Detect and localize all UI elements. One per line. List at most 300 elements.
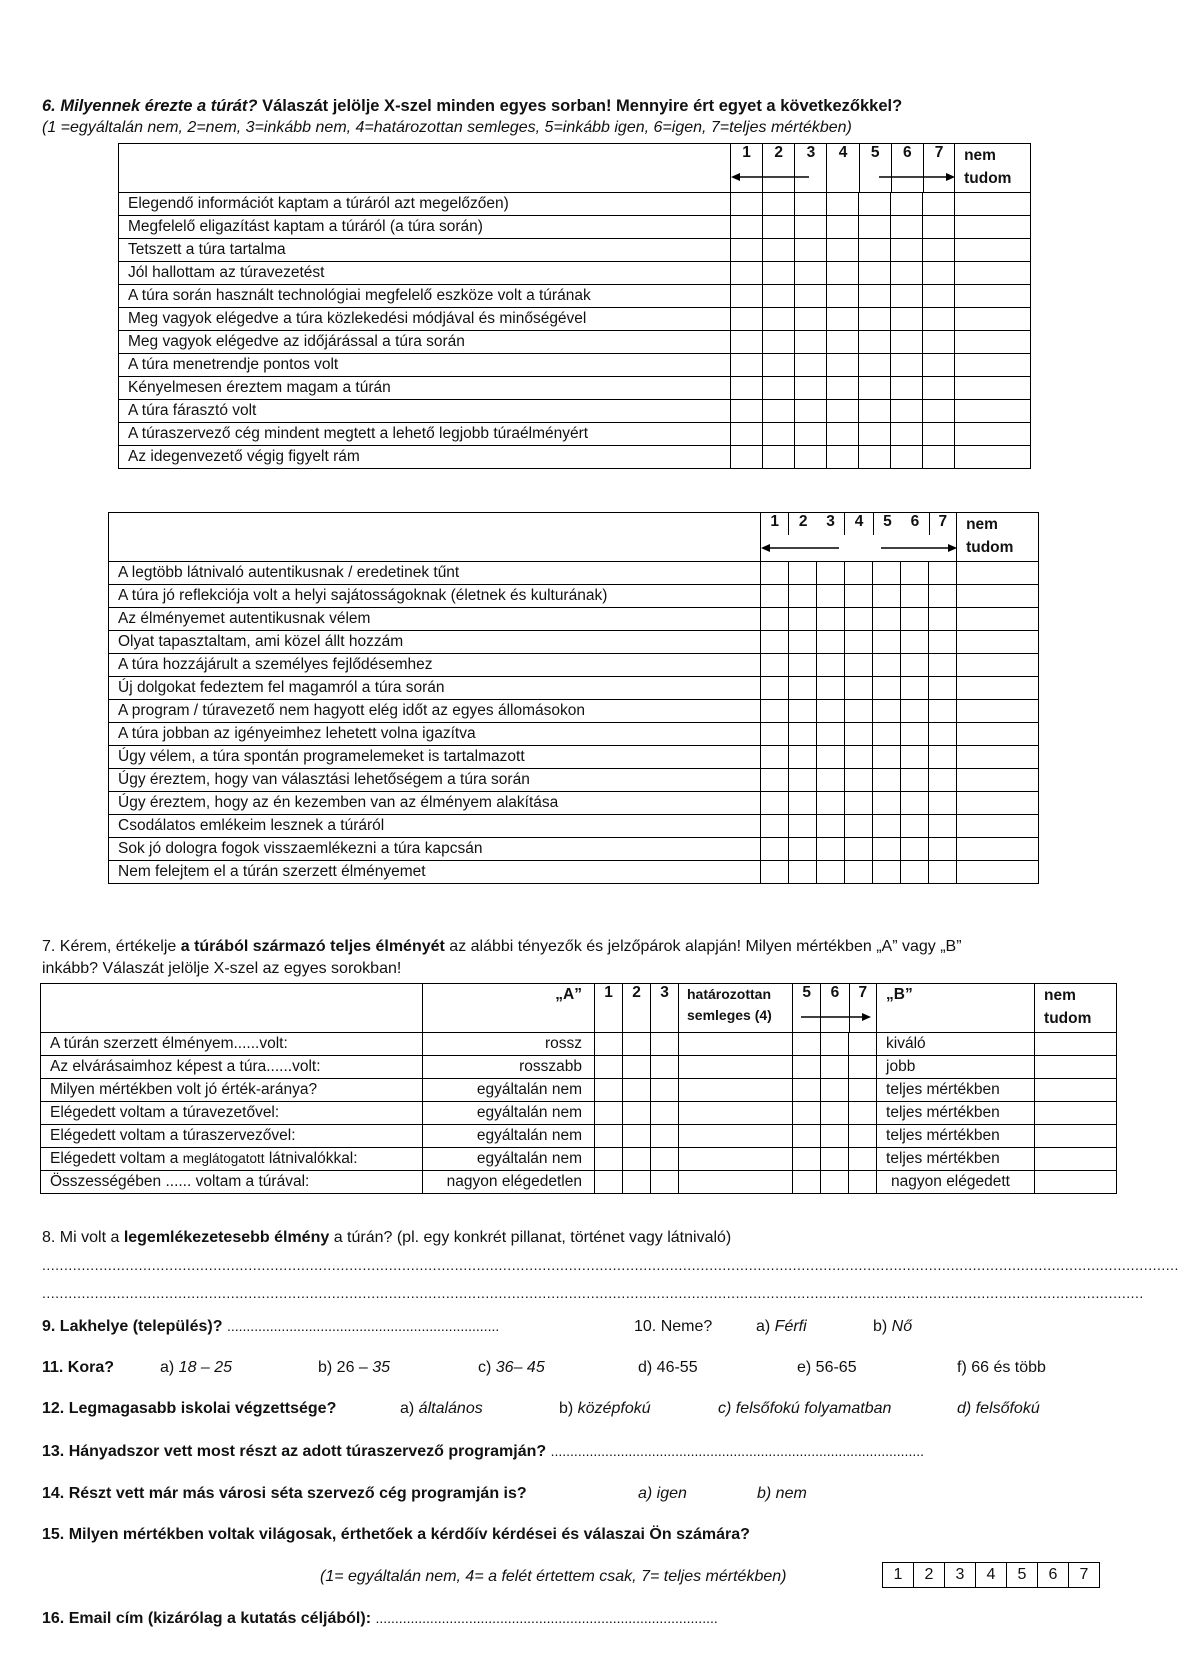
q6-t2-answer-cell-nem-tudom[interactable] [957, 769, 1039, 792]
q6-t1-answer-cell-6[interactable] [891, 216, 923, 239]
q7-answer-cell-3[interactable] [651, 1033, 679, 1056]
q6-t1-answer-cell-6[interactable] [891, 193, 923, 216]
q6-t2-answer-cell-7[interactable] [929, 792, 957, 815]
q7-answer-cell-nem-tudom[interactable] [1035, 1056, 1117, 1079]
q6-t1-answer-cell-nem-tudom[interactable] [955, 400, 1031, 423]
q6-t2-answer-cell-4[interactable] [845, 654, 873, 677]
q7-answer-cell-2[interactable] [623, 1102, 651, 1125]
q6-t1-answer-cell-3[interactable] [795, 216, 827, 239]
q6-t1-answer-cell-4[interactable] [827, 308, 859, 331]
q7-answer-cell-3[interactable] [651, 1102, 679, 1125]
q6-t2-answer-cell-nem-tudom[interactable] [957, 700, 1039, 723]
q7-answer-cell-5[interactable] [793, 1033, 821, 1056]
q6-t2-answer-cell-1[interactable] [761, 769, 789, 792]
q7-answer-cell-1[interactable] [595, 1102, 623, 1125]
q6-t2-answer-cell-6[interactable] [901, 769, 929, 792]
q6-t1-answer-cell-5[interactable] [859, 193, 891, 216]
q13-answer-line[interactable]: ................................................................................................ [550, 1443, 924, 1459]
q14-option-b[interactable]: b) nem [757, 1485, 807, 1502]
q7-head-blank [41, 984, 423, 1033]
q6-t2-answer-cell-6[interactable] [901, 677, 929, 700]
q6-t1-answer-cell-6[interactable] [891, 423, 923, 446]
q6-t1-answer-cell-4[interactable] [827, 446, 859, 469]
q7-answer-cell-3[interactable] [651, 1056, 679, 1079]
q7-answer-cell-5[interactable] [793, 1171, 821, 1194]
q6-t1-answer-cell-1[interactable] [731, 216, 763, 239]
q6-t1-answer-cell-1[interactable] [731, 262, 763, 285]
q6-t2-answer-cell-1[interactable] [761, 677, 789, 700]
q6-t2-answer-cell-7[interactable] [929, 723, 957, 746]
q6-t1-answer-cell-6[interactable] [891, 377, 923, 400]
q7-answer-cell-4[interactable] [679, 1125, 793, 1148]
q6-t2-answer-cell-2[interactable] [789, 861, 817, 884]
q6-t2-answer-cell-3[interactable] [817, 861, 845, 884]
q7-answer-cell-4[interactable] [679, 1171, 793, 1194]
q6-t1-answer-cell-nem-tudom[interactable] [955, 423, 1031, 446]
q6-t1-item-label: Meg vagyok elégedve a túra közlekedési módjával és minőségével [119, 308, 731, 331]
q15-scale-7[interactable]: 7 [1069, 1563, 1100, 1588]
q6-t2-answer-cell-nem-tudom[interactable] [957, 654, 1039, 677]
q16-answer-line[interactable]: ........................................................................................ [375, 1610, 718, 1626]
q6-t2-answer-cell-7[interactable] [929, 815, 957, 838]
q6-t2-answer-cell-5[interactable] [873, 723, 901, 746]
q6-t2-answer-cell-2[interactable] [789, 723, 817, 746]
q11-option-d[interactable]: d) 46-55 [638, 1359, 698, 1376]
q6-t2-answer-cell-5[interactable] [873, 769, 901, 792]
q6-t1-answer-cell-3[interactable] [795, 331, 827, 354]
q6-t2-answer-cell-2[interactable] [789, 562, 817, 585]
q8-answer-line-2[interactable]: ........................................................................................................................................................................................................................................................... [42, 1285, 1144, 1301]
q6-t1-answer-cell-1[interactable] [731, 193, 763, 216]
q6-t2-answer-cell-6[interactable] [901, 838, 929, 861]
q6-t1-answer-cell-2[interactable] [763, 446, 795, 469]
q6-t2-answer-cell-2[interactable] [789, 631, 817, 654]
q6-t2-answer-cell-nem-tudom[interactable] [957, 562, 1039, 585]
q6-t2-answer-cell-nem-tudom[interactable] [957, 608, 1039, 631]
q6-t1-answer-cell-nem-tudom[interactable] [955, 308, 1031, 331]
q6-t2-answer-cell-nem-tudom[interactable] [957, 723, 1039, 746]
q6-t1-answer-cell-7[interactable] [923, 216, 955, 239]
q6-t1-answer-cell-nem-tudom[interactable] [955, 331, 1031, 354]
q6-t2-answer-cell-3[interactable] [817, 700, 845, 723]
q6-t1-answer-cell-6[interactable] [891, 400, 923, 423]
q15-scale-6[interactable]: 6 [1038, 1563, 1069, 1588]
q6-t1-answer-cell-7[interactable] [923, 285, 955, 308]
q6-t1-answer-cell-4[interactable] [827, 216, 859, 239]
q6-t1-answer-cell-2[interactable] [763, 331, 795, 354]
q6-t1-answer-cell-6[interactable] [891, 239, 923, 262]
q6-t1-answer-cell-2[interactable] [763, 377, 795, 400]
q6-t1-answer-cell-1[interactable] [731, 400, 763, 423]
q6-t1-answer-cell-2[interactable] [763, 285, 795, 308]
q11-option-a[interactable]: a) 18 – 25 [160, 1359, 233, 1376]
q6-t2-answer-cell-4[interactable] [845, 861, 873, 884]
q7-answer-cell-2[interactable] [623, 1171, 651, 1194]
q6-t2-answer-cell-5[interactable] [873, 861, 901, 884]
q6-t2-answer-cell-7[interactable] [929, 700, 957, 723]
q7-pole-b: teljes mértékben [877, 1125, 1035, 1148]
q6-t1-answer-cell-6[interactable] [891, 285, 923, 308]
q7-answer-cell-7[interactable] [849, 1056, 877, 1079]
q6-t2-answer-cell-4[interactable] [845, 815, 873, 838]
q6-t2-answer-cell-3[interactable] [817, 654, 845, 677]
q7-answer-cell-nem-tudom[interactable] [1035, 1102, 1117, 1125]
q6-t1-answer-cell-5[interactable] [859, 239, 891, 262]
q6-t1-answer-cell-2[interactable] [763, 239, 795, 262]
q6-t1-answer-cell-5[interactable] [859, 354, 891, 377]
q6-t1-answer-cell-1[interactable] [731, 308, 763, 331]
q15-scale-2[interactable]: 2 [914, 1563, 945, 1588]
q6-t1-answer-cell-1[interactable] [731, 423, 763, 446]
q12-option-c[interactable]: c) felsőfokú folyamatban [718, 1400, 892, 1417]
q6-t1-item-label: Az idegenvezető végig figyelt rám [119, 446, 731, 469]
q6-t1-answer-cell-6[interactable] [891, 308, 923, 331]
q6-t2-answer-cell-3[interactable] [817, 677, 845, 700]
q7-pole-a: egyáltalán nem [423, 1148, 595, 1171]
q6-t1-answer-cell-1[interactable] [731, 354, 763, 377]
q6-t2-answer-cell-3[interactable] [817, 769, 845, 792]
q6-t1-answer-cell-7[interactable] [923, 262, 955, 285]
q6-t2-answer-cell-3[interactable] [817, 815, 845, 838]
q6-t1-answer-cell-6[interactable] [891, 262, 923, 285]
q7-answer-cell-1[interactable] [595, 1171, 623, 1194]
q6-t1-answer-cell-3[interactable] [795, 285, 827, 308]
q7-answer-cell-nem-tudom[interactable] [1035, 1148, 1117, 1171]
q6-t2-answer-cell-1[interactable] [761, 723, 789, 746]
q6-t2-answer-cell-nem-tudom[interactable] [957, 677, 1039, 700]
q6-t1-answer-cell-4[interactable] [827, 285, 859, 308]
q7-answer-cell-6[interactable] [821, 1125, 849, 1148]
q6-t2-answer-cell-2[interactable] [789, 769, 817, 792]
q7-answer-cell-6[interactable] [821, 1171, 849, 1194]
q6-t1-answer-cell-4[interactable] [827, 262, 859, 285]
q6-t2-answer-cell-nem-tudom[interactable] [957, 815, 1039, 838]
q6-t2-answer-cell-6[interactable] [901, 861, 929, 884]
q6-t1-answer-cell-6[interactable] [891, 331, 923, 354]
q6-t2-answer-cell-4[interactable] [845, 769, 873, 792]
q7-answer-cell-7[interactable] [849, 1079, 877, 1102]
q7-answer-cell-7[interactable] [849, 1171, 877, 1194]
q6-t2-answer-cell-6[interactable] [901, 723, 929, 746]
q6-t1-answer-cell-2[interactable] [763, 308, 795, 331]
q9-answer-line[interactable]: ...................................................................... [226, 1318, 500, 1334]
q6-t1-answer-cell-4[interactable] [827, 377, 859, 400]
q7-answer-cell-7[interactable] [849, 1125, 877, 1148]
q6-t1-answer-cell-1[interactable] [731, 239, 763, 262]
q6-t2-answer-cell-2[interactable] [789, 585, 817, 608]
q7-answer-cell-nem-tudom[interactable] [1035, 1171, 1117, 1194]
q6-t1-answer-cell-2[interactable] [763, 423, 795, 446]
q6-t2-answer-cell-1[interactable] [761, 838, 789, 861]
q6-t2-answer-cell-2[interactable] [789, 654, 817, 677]
q12-option-a[interactable]: a) általános [400, 1400, 483, 1417]
q7-answer-cell-6[interactable] [821, 1033, 849, 1056]
q6-t2-answer-cell-5[interactable] [873, 562, 901, 585]
q10-option-a[interactable]: a) Férfi [756, 1318, 807, 1335]
q6-t2-answer-cell-6[interactable] [901, 792, 929, 815]
q6-t1-answer-cell-3[interactable] [795, 446, 827, 469]
q6-t1-answer-cell-6[interactable] [891, 446, 923, 469]
q6-t2-answer-cell-1[interactable] [761, 861, 789, 884]
q6-t2-answer-cell-5[interactable] [873, 792, 901, 815]
q6-t1-answer-cell-5[interactable] [859, 446, 891, 469]
q6-t2-answer-cell-4[interactable] [845, 562, 873, 585]
q6-t2-answer-cell-6[interactable] [901, 631, 929, 654]
q7-answer-cell-1[interactable] [595, 1033, 623, 1056]
q6-t1-answer-cell-3[interactable] [795, 262, 827, 285]
q6-t1-answer-cell-1[interactable] [731, 285, 763, 308]
q6-t1-answer-cell-nem-tudom[interactable] [955, 262, 1031, 285]
q6-t2-answer-cell-3[interactable] [817, 608, 845, 631]
q6-t2-answer-cell-nem-tudom[interactable] [957, 838, 1039, 861]
q6-t1-answer-cell-7[interactable] [923, 354, 955, 377]
q6-t2-answer-cell-1[interactable] [761, 631, 789, 654]
q6-t1-answer-cell-4[interactable] [827, 239, 859, 262]
q7-answer-cell-3[interactable] [651, 1171, 679, 1194]
q6-t2-answer-cell-7[interactable] [929, 562, 957, 585]
q6-t2-answer-cell-nem-tudom[interactable] [957, 861, 1039, 884]
q6-t1-answer-cell-7[interactable] [923, 446, 955, 469]
q6-t2-answer-cell-2[interactable] [789, 700, 817, 723]
q6-t2-answer-cell-6[interactable] [901, 562, 929, 585]
q6-t1-answer-cell-7[interactable] [923, 239, 955, 262]
q6-t1-answer-cell-nem-tudom[interactable] [955, 354, 1031, 377]
q6-t2-answer-cell-nem-tudom[interactable] [957, 746, 1039, 769]
q15-scale-1[interactable]: 1 [883, 1563, 914, 1588]
q6-t1-answer-cell-7[interactable] [923, 331, 955, 354]
q7-answer-cell-nem-tudom[interactable] [1035, 1079, 1117, 1102]
q7-answer-cell-4[interactable] [679, 1056, 793, 1079]
q6-t1-answer-cell-5[interactable] [859, 216, 891, 239]
q7-answer-cell-5[interactable] [793, 1102, 821, 1125]
q6-t1-item-label: Meg vagyok elégedve az időjárással a túra során [119, 331, 731, 354]
q6-t2-answer-cell-4[interactable] [845, 792, 873, 815]
q6-t2-answer-cell-1[interactable] [761, 608, 789, 631]
q11-option-f[interactable]: f) 66 és több [957, 1359, 1046, 1376]
q6-t2-answer-cell-7[interactable] [929, 838, 957, 861]
q6-t1-answer-cell-3[interactable] [795, 239, 827, 262]
q7-answer-cell-4[interactable] [679, 1079, 793, 1102]
q6-t2-answer-cell-2[interactable] [789, 677, 817, 700]
q6-t1-answer-cell-2[interactable] [763, 193, 795, 216]
q12-option-b[interactable]: b) középfokú [559, 1400, 651, 1417]
q7-answer-cell-1[interactable] [595, 1056, 623, 1079]
q6-t2-answer-cell-2[interactable] [789, 838, 817, 861]
q6-t2-answer-cell-4[interactable] [845, 700, 873, 723]
q6-t2-answer-cell-5[interactable] [873, 608, 901, 631]
q7-answer-cell-2[interactable] [623, 1125, 651, 1148]
q6-t2-answer-cell-6[interactable] [901, 654, 929, 677]
q6-t1-answer-cell-3[interactable] [795, 423, 827, 446]
q11-option-e[interactable]: e) 56-65 [797, 1359, 857, 1376]
q6-t2-answer-cell-4[interactable] [845, 746, 873, 769]
q6-t2-answer-cell-2[interactable] [789, 792, 817, 815]
q11-option-c[interactable]: c) 36– 45 [478, 1359, 545, 1376]
q6-t2-answer-cell-5[interactable] [873, 838, 901, 861]
q7-answer-cell-2[interactable] [623, 1033, 651, 1056]
q6-t2-answer-cell-1[interactable] [761, 700, 789, 723]
q6-t2-answer-cell-7[interactable] [929, 608, 957, 631]
q6-t2-answer-cell-7[interactable] [929, 769, 957, 792]
q6-t2-answer-cell-7[interactable] [929, 677, 957, 700]
q7-answer-cell-4[interactable] [679, 1033, 793, 1056]
q6-t2-answer-cell-1[interactable] [761, 815, 789, 838]
q7-answer-cell-7[interactable] [849, 1102, 877, 1125]
q6-t1-answer-cell-3[interactable] [795, 193, 827, 216]
q6-t2-answer-cell-3[interactable] [817, 585, 845, 608]
q6-t1-answer-cell-7[interactable] [923, 308, 955, 331]
q6-t2-answer-cell-7[interactable] [929, 654, 957, 677]
q6-t2-answer-cell-3[interactable] [817, 631, 845, 654]
q6-t2-answer-cell-1[interactable] [761, 585, 789, 608]
q6-t1-answer-cell-1[interactable] [731, 331, 763, 354]
q7-answer-cell-6[interactable] [821, 1102, 849, 1125]
q6-t1-answer-cell-nem-tudom[interactable] [955, 239, 1031, 262]
q7-answer-cell-4[interactable] [679, 1102, 793, 1125]
q7-answer-cell-1[interactable] [595, 1079, 623, 1102]
q6-t2-answer-cell-1[interactable] [761, 746, 789, 769]
q6-t2-answer-cell-1[interactable] [761, 792, 789, 815]
q6-t2-answer-cell-4[interactable] [845, 585, 873, 608]
q6-t1-answer-cell-2[interactable] [763, 262, 795, 285]
q6-t2-answer-cell-4[interactable] [845, 838, 873, 861]
q6-t2-answer-cell-3[interactable] [817, 562, 845, 585]
q6-t2-answer-cell-7[interactable] [929, 746, 957, 769]
q6-t1-answer-cell-5[interactable] [859, 377, 891, 400]
q6-t2-answer-cell-4[interactable] [845, 677, 873, 700]
q6-t1-answer-cell-3[interactable] [795, 400, 827, 423]
q6-t1-answer-cell-nem-tudom[interactable] [955, 216, 1031, 239]
q7-answer-cell-2[interactable] [623, 1056, 651, 1079]
q7-answer-cell-4[interactable] [679, 1148, 793, 1171]
q6-t2-answer-cell-4[interactable] [845, 723, 873, 746]
q6-t1-answer-cell-5[interactable] [859, 262, 891, 285]
q6-t2-answer-cell-5[interactable] [873, 815, 901, 838]
q6-t1-answer-cell-3[interactable] [795, 308, 827, 331]
q11-option-b[interactable]: b) 26 – 35 [318, 1359, 391, 1376]
q6-t2-answer-cell-5[interactable] [873, 654, 901, 677]
q6-t2-answer-cell-5[interactable] [873, 700, 901, 723]
q6-t1-answer-cell-nem-tudom[interactable] [955, 193, 1031, 216]
q6-t1-item-label: Megfelelő eligazítást kaptam a túráról (a túra során) [119, 216, 731, 239]
q6-t2-answer-cell-6[interactable] [901, 608, 929, 631]
q14-option-a[interactable]: a) igen [638, 1485, 687, 1502]
q6-t2-answer-cell-5[interactable] [873, 677, 901, 700]
q7-answer-cell-2[interactable] [623, 1079, 651, 1102]
q6-t1-answer-cell-4[interactable] [827, 400, 859, 423]
q12-option-d[interactable]: d) felsőfokú [957, 1400, 1040, 1417]
q6-t1-answer-cell-5[interactable] [859, 423, 891, 446]
q6-t2-answer-cell-1[interactable] [761, 654, 789, 677]
q8-answer-line-1[interactable]: ................................................................................................................................................................................................................................................................... [42, 1257, 1179, 1273]
q6-t1-answer-cell-4[interactable] [827, 423, 859, 446]
q7-answer-cell-1[interactable] [595, 1125, 623, 1148]
q7-answer-cell-nem-tudom[interactable] [1035, 1033, 1117, 1056]
q7-answer-cell-7[interactable] [849, 1033, 877, 1056]
q7-answer-cell-7[interactable] [849, 1148, 877, 1171]
q6-t2-answer-cell-5[interactable] [873, 585, 901, 608]
q6-t1-answer-cell-2[interactable] [763, 400, 795, 423]
q6-t1-answer-cell-7[interactable] [923, 400, 955, 423]
q7-answer-cell-3[interactable] [651, 1079, 679, 1102]
q6-t1-answer-cell-1[interactable] [731, 377, 763, 400]
q6-t1-answer-cell-7[interactable] [923, 193, 955, 216]
q6-t1-answer-cell-2[interactable] [763, 216, 795, 239]
q7-answer-cell-5[interactable] [793, 1056, 821, 1079]
q6-t1-answer-cell-5[interactable] [859, 308, 891, 331]
q6-t2-answer-cell-2[interactable] [789, 815, 817, 838]
q6-t2-answer-cell-4[interactable] [845, 631, 873, 654]
q7-head-1: 1 [595, 984, 623, 1033]
q6-t1-answer-cell-2[interactable] [763, 354, 795, 377]
q6-t1-answer-cell-4[interactable] [827, 331, 859, 354]
q6-t1-answer-cell-6[interactable] [891, 354, 923, 377]
q7-answer-cell-6[interactable] [821, 1056, 849, 1079]
q7-answer-cell-5[interactable] [793, 1125, 821, 1148]
q7-answer-cell-nem-tudom[interactable] [1035, 1125, 1117, 1148]
q15-scale-3[interactable]: 3 [945, 1563, 976, 1588]
q6-t1-answer-cell-1[interactable] [731, 446, 763, 469]
q6-t1-answer-cell-7[interactable] [923, 377, 955, 400]
q6-t1-answer-cell-3[interactable] [795, 377, 827, 400]
q10-option-b[interactable]: b) Nő [873, 1318, 913, 1335]
q6-t2-answer-cell-3[interactable] [817, 746, 845, 769]
q6-t1-answer-cell-5[interactable] [859, 331, 891, 354]
q7-answer-cell-5[interactable] [793, 1148, 821, 1171]
q6-t2-answer-cell-7[interactable] [929, 861, 957, 884]
q15-scale-4[interactable]: 4 [976, 1563, 1007, 1588]
q7-answer-cell-6[interactable] [821, 1148, 849, 1171]
q7-answer-cell-5[interactable] [793, 1079, 821, 1102]
q7-answer-cell-3[interactable] [651, 1148, 679, 1171]
q6-t1-answer-cell-4[interactable] [827, 354, 859, 377]
q6-t2-answer-cell-5[interactable] [873, 746, 901, 769]
q6-t2-answer-cell-6[interactable] [901, 585, 929, 608]
q6-t1-answer-cell-3[interactable] [795, 354, 827, 377]
q6-t2-answer-cell-3[interactable] [817, 792, 845, 815]
q6-t1-answer-cell-7[interactable] [923, 423, 955, 446]
q6-t2-answer-cell-nem-tudom[interactable] [957, 631, 1039, 654]
q15-scale-5[interactable]: 5 [1007, 1563, 1038, 1588]
q7-answer-cell-2[interactable] [623, 1148, 651, 1171]
q7-answer-cell-6[interactable] [821, 1079, 849, 1102]
q6-t1-answer-cell-5[interactable] [859, 285, 891, 308]
q7-answer-cell-3[interactable] [651, 1125, 679, 1148]
q6-t2-answer-cell-5[interactable] [873, 631, 901, 654]
q6-t2-answer-cell-2[interactable] [789, 608, 817, 631]
q6-t2-answer-cell-6[interactable] [901, 700, 929, 723]
q6-t1-answer-cell-nem-tudom[interactable] [955, 285, 1031, 308]
q6-t2-answer-cell-7[interactable] [929, 585, 957, 608]
q6-t2-answer-cell-nem-tudom[interactable] [957, 585, 1039, 608]
q6-t2-answer-cell-1[interactable] [761, 562, 789, 585]
q6-t1-answer-cell-4[interactable] [827, 193, 859, 216]
q6-t2-answer-cell-6[interactable] [901, 815, 929, 838]
q15-label: 15. Milyen mértékben voltak világosak, érthetőek a kérdőív kérdései és válaszai Ön számára? [42, 1526, 750, 1543]
q6-t2-head-3: 3 [826, 513, 835, 530]
q6-t1-answer-cell-nem-tudom[interactable] [955, 377, 1031, 400]
q6-t2-answer-cell-2[interactable] [789, 746, 817, 769]
q6-t2-answer-cell-3[interactable] [817, 723, 845, 746]
q7-answer-cell-1[interactable] [595, 1148, 623, 1171]
q6-t2-answer-cell-4[interactable] [845, 608, 873, 631]
q6-t2-answer-cell-3[interactable] [817, 838, 845, 861]
q6-t1-answer-cell-nem-tudom[interactable] [955, 446, 1031, 469]
q6-t2-answer-cell-nem-tudom[interactable] [957, 792, 1039, 815]
q6-t1-answer-cell-5[interactable] [859, 400, 891, 423]
q6-t2-answer-cell-7[interactable] [929, 631, 957, 654]
q6-t2-answer-cell-6[interactable] [901, 746, 929, 769]
